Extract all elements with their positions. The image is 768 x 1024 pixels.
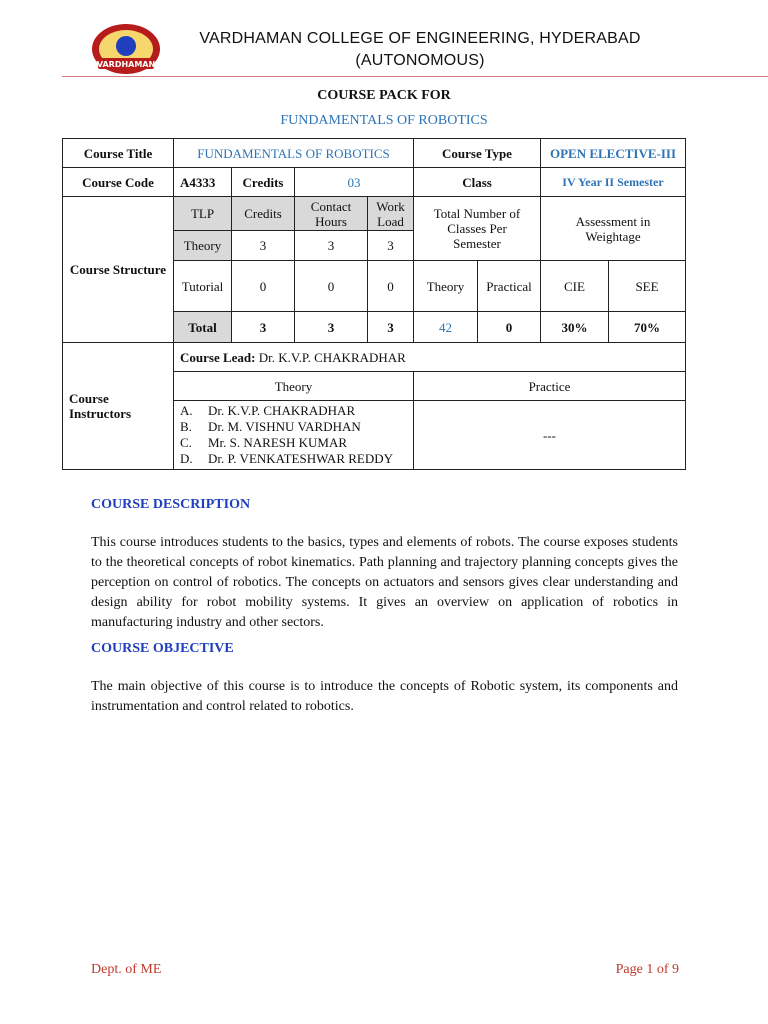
total-contact-hours: 3 [294,311,368,343]
instructors-theory-header: Theory [173,371,414,401]
instructor-item: C. Mr. S. NARESH KUMAR [180,435,348,450]
instructor-item: B. Dr. M. VISHNU VARDHAN [180,419,361,434]
footer-dept: Dept. of ME [91,962,162,977]
description-heading: COURSE DESCRIPTION [91,497,251,512]
course-lead-label: Course Lead: [180,349,256,365]
course-lead-value: Dr. K.V.P. CHAKRADHAR [258,349,406,365]
theory-contact-hours: 3 [294,230,368,261]
tutorial-credits: 0 [231,260,295,312]
logo-text: VARDHAMAN [96,60,156,69]
course-instructors-label: Course Instructors [62,342,174,470]
assessment-header: Assessment in Weightage [540,196,686,261]
credits-col-header: Credits [231,196,295,231]
cie-label: CIE [540,260,609,312]
work-load-header: Work Load [367,196,414,231]
tutorial-work-load: 0 [367,260,414,312]
theory-credits: 3 [231,230,295,261]
tutorial-contact-hours: 0 [294,260,368,312]
college-header [120,28,720,72]
course-lead-row [173,342,686,372]
tutorial-row-label: Tutorial [173,260,232,312]
objective-text: The main objective of this course is to introduce the concepts of Robotic system, its components and instrumentation and control related to robotics. [91,679,678,714]
tlp-header: TLP [173,196,232,231]
theory-work-load: 3 [367,230,414,261]
classes-practical-value: 0 [477,311,541,343]
autonomous-label: (AUTONOMOUS) [355,52,485,69]
total-work-load: 3 [367,311,414,343]
course-code-value: A4333 [173,167,232,197]
instructor-item: D. Dr. P. VENKATESHWAR REDDY [180,451,394,466]
course-table [62,138,686,470]
header-rule [62,76,768,77]
description-text: This course introduces students to the basics, types and elements of robots. The course exposes students to the theoretical concepts of robot kinematics. Path planning and trajectory planning concepts gives the perception on control of robotics. The concepts on actuators and sensors gives clear understanding and design ability for robot mobility systems. It gives an overview on application of robotics in manufacturing industry and other sectors. [91,535,678,630]
pack-subtitle: FUNDAMENTALS OF ROBOTICS [280,113,488,128]
total-row-label: Total [173,311,232,343]
college-name: VARDHAMAN COLLEGE OF ENGINEERING, HYDERABAD [199,30,641,47]
classes-theory-label: Theory [413,260,478,312]
pack-title: COURSE PACK FOR [317,88,451,103]
theory-row-label: Theory [173,230,232,261]
objective-heading: COURSE OBJECTIVE [91,641,234,656]
total-classes-header: Total Number of Classes Per Semester [413,196,541,261]
instructors-practice-header: Practice [413,371,686,401]
instructor-item: A. Dr. K.V.P. CHAKRADHAR [180,403,356,418]
classes-theory-value: 42 [413,311,478,343]
course-title-label: Course Title [62,138,174,168]
class-label: Class [413,167,541,197]
instructors-theory-list [173,400,414,470]
see-value: 70% [608,311,686,343]
practice-value: --- [413,400,686,470]
course-code-label: Course Code [62,167,174,197]
cie-value: 30% [540,311,609,343]
course-type-value: OPEN ELECTIVE-III [540,138,686,168]
course-type-label: Course Type [413,138,541,168]
course-title-value: FUNDAMENTALS OF ROBOTICS [173,138,414,168]
credits-label: Credits [231,167,295,197]
see-label: SEE [608,260,686,312]
credits-value: 03 [294,167,414,197]
classes-practical-label: Practical [477,260,541,312]
contact-hours-header: Contact Hours [294,196,368,231]
course-structure-label: Course Structure [62,196,174,343]
total-credits: 3 [231,311,295,343]
class-value: IV Year II Semester [540,167,686,197]
footer-page: Page 1 of 9 [615,962,679,977]
